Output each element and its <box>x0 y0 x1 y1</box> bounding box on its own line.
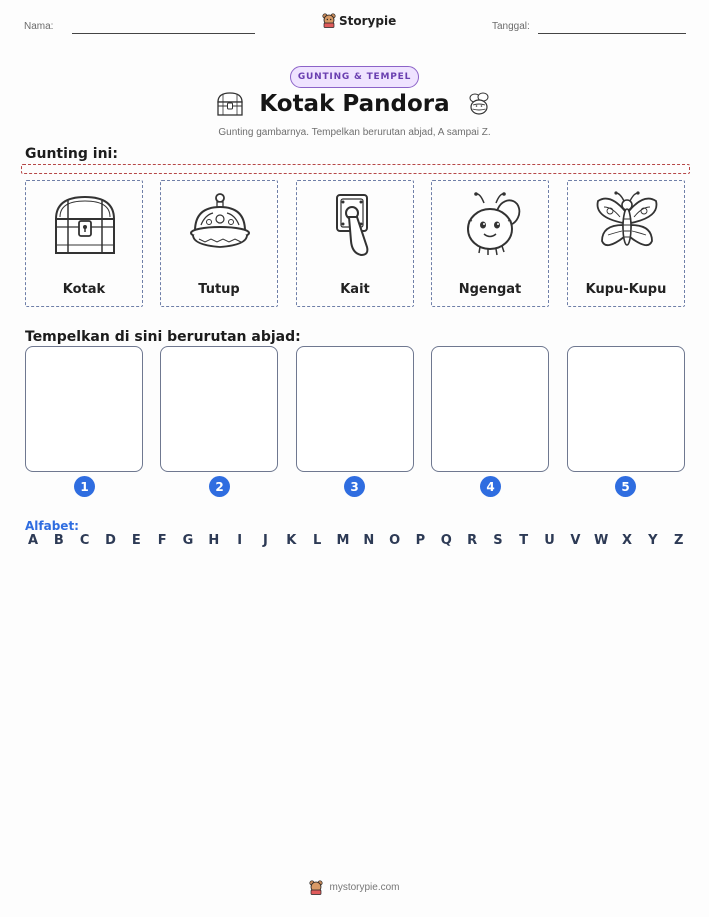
alphabet-title: Alfabet: <box>25 519 79 533</box>
cut-card-tutup[interactable] <box>160 180 278 307</box>
letter: V <box>570 533 581 548</box>
paste-box-2[interactable] <box>160 346 278 472</box>
cut-card-kotak[interactable] <box>25 180 143 307</box>
letter: L <box>312 533 322 548</box>
moth-icon <box>456 189 526 259</box>
letter: Q <box>440 533 452 548</box>
slot-number-2: 2 <box>209 476 230 497</box>
paste-heading: Tempelkan di sini berurutan abjad: <box>25 329 301 345</box>
letter: R <box>467 533 478 548</box>
paste-box-4[interactable] <box>431 346 549 472</box>
paste-box-3[interactable] <box>296 346 414 472</box>
paste-box-5[interactable] <box>567 346 685 472</box>
page-title: Kotak Pandora <box>259 91 450 117</box>
slot-number-5: 5 <box>615 476 636 497</box>
letter: D <box>105 533 116 548</box>
bear-icon <box>309 880 323 895</box>
latch-hook-icon <box>321 189 391 259</box>
date-label: Tanggal: <box>492 21 530 32</box>
slot-number-4: 4 <box>480 476 501 497</box>
butterfly-icon <box>592 189 662 259</box>
letter: B <box>53 533 64 548</box>
title-row <box>0 90 709 118</box>
date-line <box>538 33 686 34</box>
letter: N <box>363 533 375 548</box>
letter: W <box>594 533 609 548</box>
letter: S <box>493 533 503 548</box>
letter: O <box>389 533 401 548</box>
cut-heading: Gunting ini: <box>25 146 118 162</box>
brand-name: Storypie <box>339 13 397 28</box>
bear-icon <box>322 13 336 28</box>
brand-logo <box>322 13 396 28</box>
cut-label-kait: Kait <box>340 282 370 297</box>
letter: C <box>79 533 90 548</box>
cut-label-tutup: Tutup <box>198 282 240 297</box>
letter: J <box>263 533 268 548</box>
bee-icon <box>464 90 494 118</box>
treasure-chest-icon <box>50 189 120 259</box>
letter: M <box>336 533 350 548</box>
letter: P <box>415 533 426 548</box>
letter: F <box>157 533 167 548</box>
letter: Z <box>673 533 684 548</box>
letter: Y <box>648 533 658 548</box>
letter: X <box>622 533 633 548</box>
cut-label-kupu-kupu: Kupu-Kupu <box>585 282 667 297</box>
letter: U <box>544 533 555 548</box>
slot-number-1: 1 <box>74 476 95 497</box>
footer <box>0 880 709 895</box>
treasure-chest-icon <box>215 90 245 118</box>
letter: A <box>27 533 39 548</box>
ornate-lid-icon <box>185 189 255 259</box>
alphabet-row <box>25 533 687 548</box>
letter: H <box>208 533 220 548</box>
cut-card-ngengat[interactable] <box>431 180 549 307</box>
cut-label-kotak: Kotak <box>62 282 106 297</box>
letter: E <box>131 533 141 548</box>
cut-card-kait[interactable] <box>296 180 414 307</box>
cut-card-kupu-kupu[interactable] <box>567 180 685 307</box>
letter: G <box>182 533 194 548</box>
name-label: Nama: <box>24 21 54 32</box>
slot-number-3: 3 <box>344 476 365 497</box>
letter: T <box>519 533 529 548</box>
cut-line <box>21 164 690 174</box>
activity-badge: GUNTING & TEMPEL <box>290 66 419 88</box>
letter: K <box>286 533 297 548</box>
cut-label-ngengat: Ngengat <box>458 282 522 297</box>
instructions: Gunting gambarnya. Tempelkan berurutan abjad, A sampai Z. <box>218 127 491 138</box>
paste-box-1[interactable] <box>25 346 143 472</box>
letter: I <box>237 533 243 548</box>
name-line <box>72 33 255 34</box>
footer-url: mystorypie.com <box>329 882 400 893</box>
